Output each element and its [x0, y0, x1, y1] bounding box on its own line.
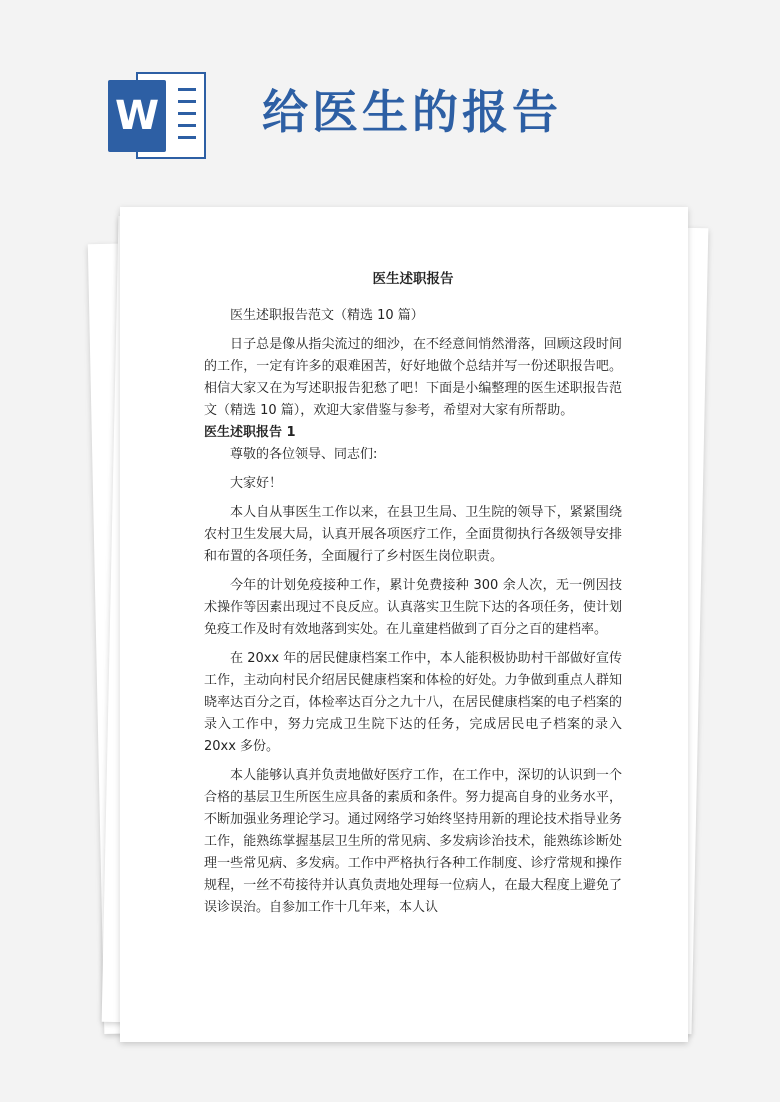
section-heading: 医生述职报告 1 — [204, 425, 296, 440]
word-icon-letter: W — [108, 80, 166, 152]
document-body — [204, 267, 622, 919]
paragraph: 今年的计划免疫接种工作，累计免费接种 300 余人次，无一例因技术操作等因素出现过不良反应。认真落实卫生院下达的各项任务，使计划免疫工作及时有效地落到实处。在儿童建档做到了百分之百的建档率。 — [204, 578, 622, 637]
word-icon — [108, 68, 208, 163]
paragraph: 医生述职报告范文（精选 10 篇） — [230, 308, 424, 323]
paragraph: 在 20xx 年的居民健康档案工作中，本人能积极协助村干部做好宣传工作，主动向村民介绍居民健康档案和体检的好处。力争做到重点人群知晓率达百分之百，体检率达百分之九十八，在居民健康档案的电子档案的录入工作中，努力完成卫生院下达的任务，完成居民电子档案的录入 20xx 多份。 — [204, 651, 622, 754]
document-title: 医生述职报告 — [372, 271, 454, 287]
paragraph: 本人自从事医生工作以来，在县卫生局、卫生院的领导下，紧紧围绕农村卫生发展大局，认真开展各项医疗工作，全面贯彻执行各级领导安排和布置的各项任务，全面履行了乡村医生岗位职责。 — [204, 505, 622, 564]
banner-title: 给医生的报告 — [262, 85, 562, 139]
paragraph: 日子总是像从指尖流过的细沙，在不经意间悄然滑落，回顾这段时间的工作，一定有许多的艰难困苦，好好地做个总结并写一份述职报告吧。相信大家又在为写述职报告犯愁了吧！下面是小编整理的医生述职报告范文（精选 10 篇），欢迎大家借鉴与参考，希望对大家有所帮助。 — [204, 337, 622, 418]
paragraph: 本人能够认真并负责地做好医疗工作，在工作中，深切的认识到一个合格的基层卫生所医生应具备的素质和条件。努力提高自身的业务水平，不断加强业务理论学习。通过网络学习始终坚持用新的理论技术指导业务工作，能熟练掌握基层卫生所的常见病、多发病诊治技术，能熟练诊断处理一些常见病、多发病。工作中严格执行各种工作制度、诊疗常规和操作规程，一丝不苟接待并认真负责地处理每一位病人，在最大程度上避免了误诊误治。自参加工作十几年来，本人认 — [204, 768, 622, 915]
document-page — [120, 207, 688, 1042]
paragraph: 大家好！ — [230, 476, 283, 491]
paragraph: 尊敬的各位领导、同志们: — [230, 447, 378, 462]
